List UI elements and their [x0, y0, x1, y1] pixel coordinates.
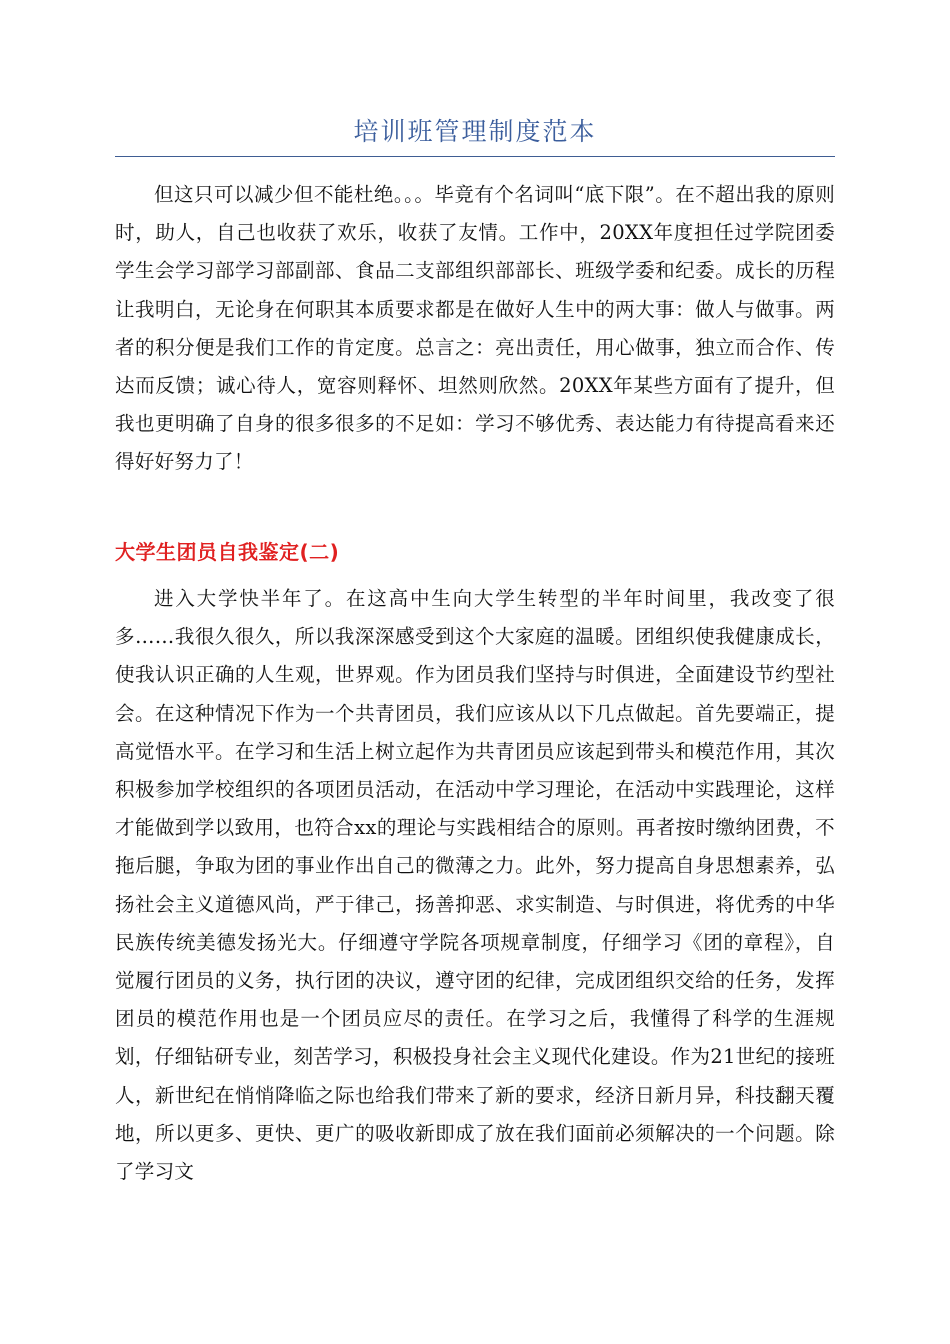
- section-heading: 大学生团员自我鉴定(二): [115, 540, 340, 564]
- body-paragraph-1: 但这只可以减少但不能杜绝。。。毕竟有个名词叫“底下限”。在不超出我的原则时，助人，自己也收获了欢乐，收获了友情。工作中，20XX年度担任过学院团委学生会学习部学习部副部、食品二支部组织部部长、班级学委和纪委。成长的历程让我明白，无论身在何职其本质要求都是在做好人生中的两大事：做人与做事。两者的积分便是我们工作的肯定度。总言之：亮出责任，用心做事，独立而合作、传达而反馈；诚心待人，宽容则释怀、坦然则欣然。20XX年某些方面有了提升，但我也更明确了自身的很多很多的不足如：学习不够优秀、表达能力有待提高看来还得好好努力了！: [115, 183, 835, 474]
- document-title: 培训班管理制度范本: [353, 117, 597, 146]
- document-header: [115, 112, 835, 157]
- body-paragraph-2: 进入大学快半年了。在这高中生向大学生转型的半年时间里，我改变了很多……我很久很久，所以我深深感受到这个大家庭的温暖。团组织使我健康成长，使我认识正确的人生观，世界观。作为团员我们坚持与时俱进，全面建设节约型社会。在这种情况下作为一个共青团员，我们应该从以下几点做起。首先要端正，提高觉悟水平。在学习和生活上树立起作为共青团员应该起到带头和模范作用，其次积极参加学校组织的各项团员活动，在活动中学习理论，在活动中实践理论，这样才能做到学以致用，也符合xx的理论与实践相结合的原则。再者按时缴纳团费，不拖后腿，争取为团的事业作出自己的微薄之力。此外，努力提高自身思想素养，弘扬社会主义道德风尚，严于律己，扬善抑恶、求实制造、与时俱进，将优秀的中华民族传统美德发扬光大。仔细遵守学院各项规章制度，仔细学习《团的章程》，自觉履行团员的义务，执行团的决议，遵守团的纪律，完成团组织交给的任务，发挥团员的模范作用也是一个团员应尽的责任。在学习之后，我懂得了科学的生涯规划，仔细钻研专业，刻苦学习，积极投身社会主义现代化建设。作为21世纪的接班人，新世纪在悄悄降临之际也给我们带来了新的要求，经济日新月异，科技翻天覆地，所以更多、更快、更广的吸收新即成了放在我们面前必须解决的一个问题。除了学习文: [115, 587, 835, 1184]
